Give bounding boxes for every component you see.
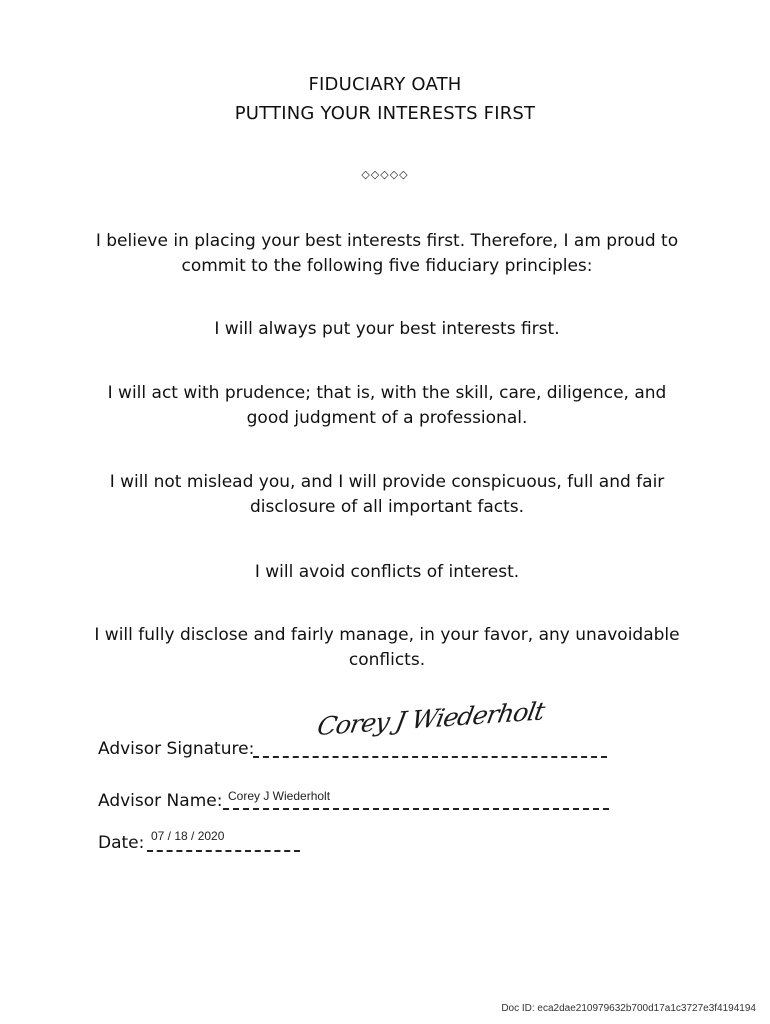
date-label: Date: bbox=[98, 833, 145, 853]
doc-id: Doc ID: eca2dae210979632b700d17a1c3727e3f4194194 bbox=[501, 1003, 756, 1014]
signature-label: Advisor Signature: bbox=[98, 739, 255, 759]
principle-5: I will fully disclose and fairly manage, in your favor, any unavoidable conflicts. bbox=[94, 625, 680, 670]
document-title: FIDUCIARY OATH bbox=[308, 74, 462, 95]
name-line[interactable] bbox=[223, 808, 609, 810]
advisor-name-value: Corey J Wiederholt bbox=[228, 789, 331, 803]
date-line[interactable] bbox=[147, 850, 300, 852]
principle-1: I will always put your best interests first. bbox=[214, 319, 560, 339]
principle-2: I will act with prudence; that is, with the skill, care, diligence, and good judgment of a professional. bbox=[107, 383, 667, 428]
principle-4: I will avoid conflicts of interest. bbox=[254, 562, 520, 582]
intro-paragraph: I believe in placing your best interests first. Therefore, I am proud to commit to the following five fiduciary principles: bbox=[95, 231, 679, 276]
name-label: Advisor Name: bbox=[98, 791, 223, 811]
principle-3: I will not mislead you, and I will provide conspicuous, full and fair disclosure of all important facts. bbox=[109, 472, 665, 517]
date-value: 07 / 18 / 2020 bbox=[151, 829, 225, 843]
advisor-signature: Corey J Wiederholt bbox=[315, 696, 547, 741]
signature-line[interactable] bbox=[253, 756, 607, 758]
diamond-ornament-icon: ◇◇◇◇◇ bbox=[361, 168, 409, 181]
document-subtitle: PUTTING YOUR INTERESTS FIRST bbox=[234, 103, 536, 124]
